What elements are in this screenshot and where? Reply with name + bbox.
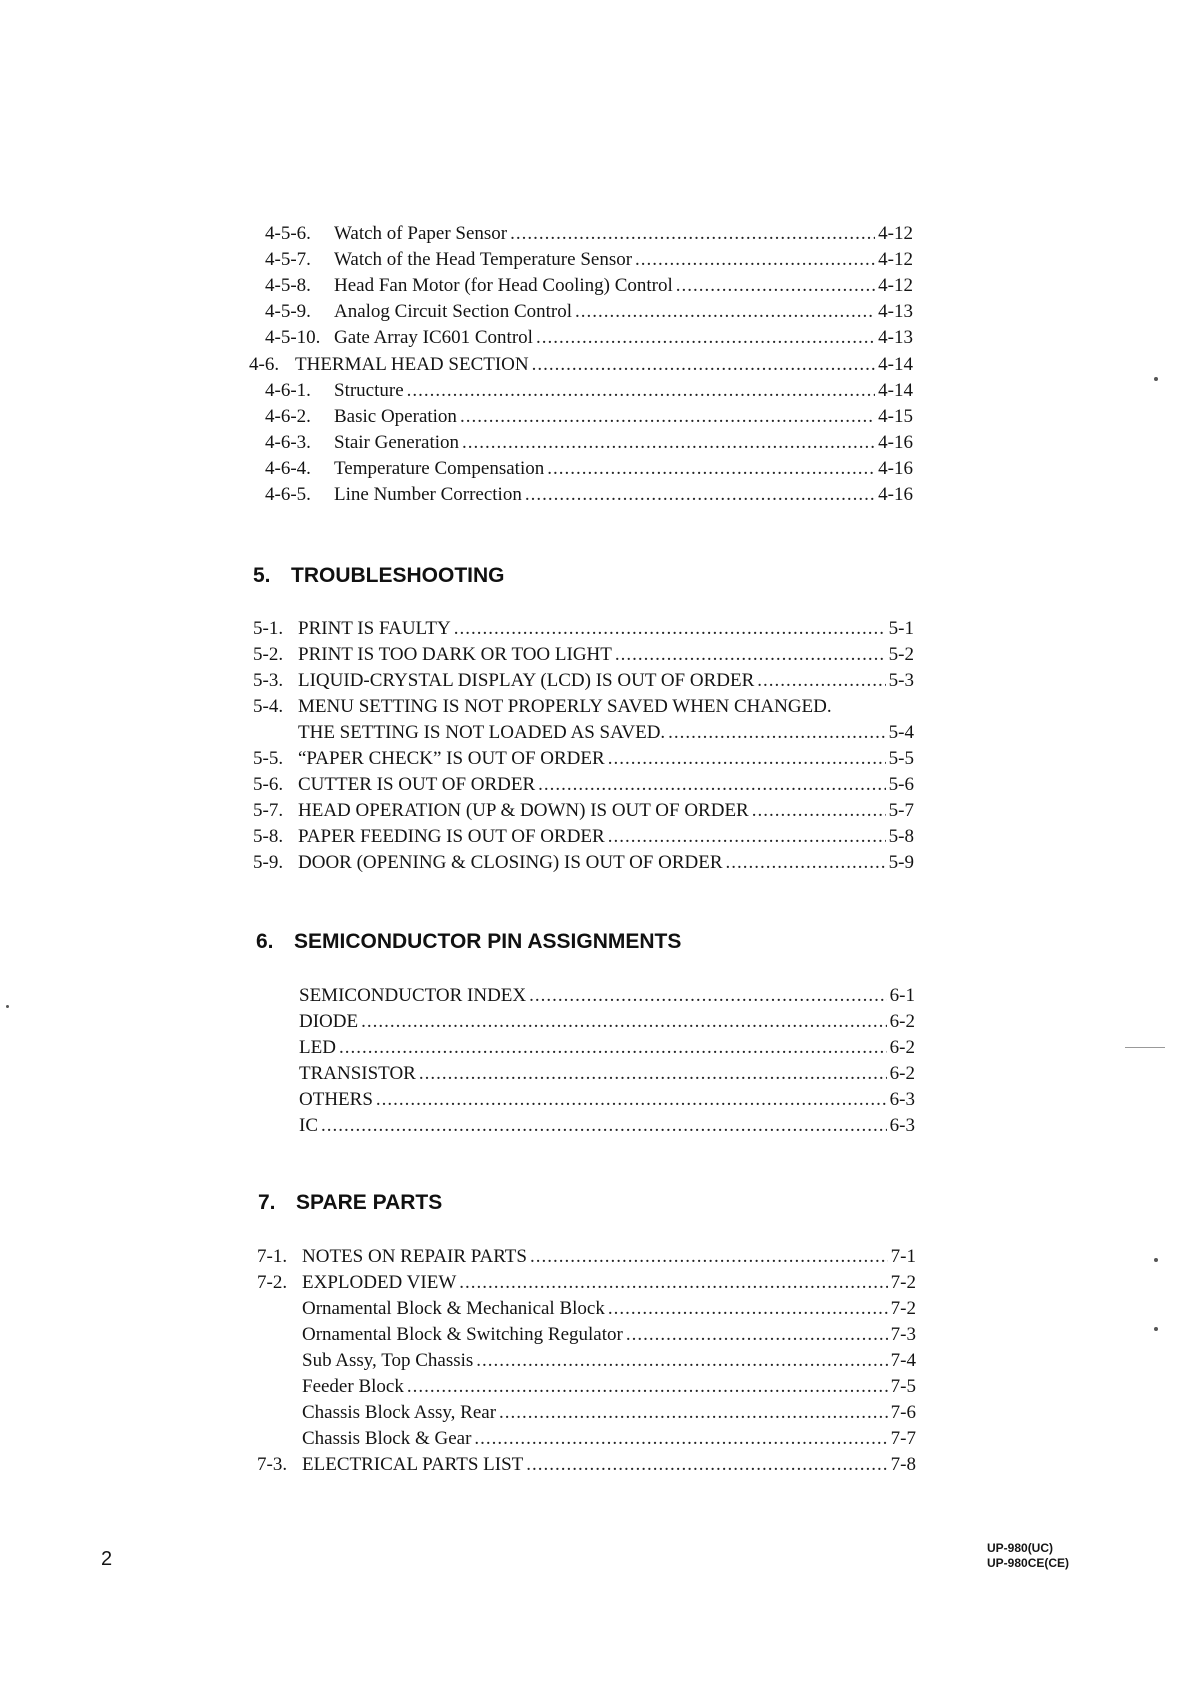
entry-title: Watch of the Head Temperature Sensor bbox=[334, 249, 633, 270]
entry-title: Structure bbox=[334, 380, 404, 401]
toc-entry bbox=[265, 379, 913, 403]
entry-title: Basic Operation bbox=[334, 406, 457, 427]
entry-page: 5-2 bbox=[888, 644, 914, 665]
toc-entry bbox=[253, 799, 914, 823]
toc-entry bbox=[257, 1271, 916, 1295]
entry-page: 4-16 bbox=[878, 484, 913, 505]
scan-speck bbox=[1154, 1258, 1158, 1262]
entry-page: 6-2 bbox=[889, 1037, 915, 1058]
entry-title: Analog Circuit Section Control bbox=[334, 301, 573, 322]
entry-number: 4-5-6. bbox=[265, 223, 311, 244]
entry-number: 5-1. bbox=[253, 618, 284, 639]
entry-title: PRINT IS FAULTY bbox=[298, 618, 451, 639]
entry-number: 7-3. bbox=[257, 1454, 288, 1475]
entry-title: LIQUID-CRYSTAL DISPLAY (LCD) IS OUT OF ORDER bbox=[298, 670, 755, 691]
toc-entry bbox=[299, 1088, 915, 1112]
entry-title: IC bbox=[299, 1115, 318, 1136]
entry-title: Line Number Correction bbox=[334, 484, 522, 505]
entry-page: 7-5 bbox=[890, 1376, 916, 1397]
toc-entry bbox=[302, 1375, 916, 1399]
toc-entry bbox=[253, 851, 914, 875]
entry-page: 5-1 bbox=[888, 618, 914, 639]
entry-page: 7-2 bbox=[890, 1272, 916, 1293]
entry-page: 5-9 bbox=[888, 852, 914, 873]
entry-number: 5-2. bbox=[253, 644, 284, 665]
toc-entry bbox=[253, 617, 914, 641]
entry-title: PRINT IS TOO DARK OR TOO LIGHT bbox=[298, 644, 612, 665]
entry-number: 5-9. bbox=[253, 852, 284, 873]
entry-number: 4-5-7. bbox=[265, 249, 311, 270]
entry-number: 7-1. bbox=[257, 1246, 288, 1267]
entry-number: 4-6-1. bbox=[265, 380, 311, 401]
toc-entry bbox=[265, 248, 913, 272]
toc-entry bbox=[265, 274, 913, 298]
entry-page: 4-14 bbox=[878, 380, 913, 401]
entry-page: 4-16 bbox=[878, 458, 913, 479]
section-number: 5. bbox=[253, 564, 271, 587]
entry-page: 4-16 bbox=[878, 432, 913, 453]
toc-entry bbox=[257, 1245, 916, 1269]
entry-page: 6-2 bbox=[889, 1063, 915, 1084]
toc-entry bbox=[302, 1323, 916, 1347]
scan-speck bbox=[1154, 377, 1158, 381]
entry-title: Temperature Compensation bbox=[334, 458, 545, 479]
entry-title: CUTTER IS OUT OF ORDER bbox=[298, 774, 536, 795]
entry-title: Head Fan Motor (for Head Cooling) Control bbox=[334, 275, 673, 296]
entry-title: OTHERS bbox=[299, 1089, 373, 1110]
section-heading bbox=[256, 929, 681, 955]
entry-number: 5-8. bbox=[253, 826, 284, 847]
entry-page: 4-12 bbox=[878, 223, 913, 244]
scan-speck bbox=[6, 1005, 9, 1008]
entry-title: THE SETTING IS NOT LOADED AS SAVED. bbox=[298, 722, 666, 743]
toc-entry bbox=[302, 1427, 916, 1451]
entry-title: TRANSISTOR bbox=[299, 1063, 416, 1084]
toc-entry bbox=[249, 353, 913, 377]
entry-title: NOTES ON REPAIR PARTS bbox=[302, 1246, 527, 1267]
entry-title: LED bbox=[299, 1037, 336, 1058]
entry-page: 6-3 bbox=[889, 1115, 915, 1136]
toc-entry bbox=[253, 825, 914, 849]
entry-number: 4-5-10. bbox=[265, 327, 321, 348]
toc-entry bbox=[302, 1401, 916, 1425]
section-number: 6. bbox=[256, 930, 274, 953]
entry-title: DIODE bbox=[299, 1011, 359, 1032]
entry-title: Feeder Block bbox=[302, 1376, 404, 1397]
toc-entry bbox=[299, 984, 915, 1008]
entry-page: 4-12 bbox=[878, 275, 913, 296]
model-line-1: UP-980(UC) bbox=[987, 1541, 1054, 1555]
entry-title: SEMICONDUCTOR INDEX bbox=[299, 985, 527, 1006]
toc-entry bbox=[265, 222, 913, 246]
toc-entry bbox=[253, 669, 914, 693]
entry-page: 4-13 bbox=[878, 327, 913, 348]
entry-title: Gate Array IC601 Control bbox=[334, 327, 533, 348]
entry-number: 4-6-3. bbox=[265, 432, 311, 453]
page-number: 2 bbox=[101, 1548, 113, 1570]
entry-number: 4-6-5. bbox=[265, 484, 311, 505]
entry-number: 5-3. bbox=[253, 670, 284, 691]
entry-page: 4-13 bbox=[878, 301, 913, 322]
toc-entry bbox=[253, 747, 914, 771]
entry-page: 5-8 bbox=[888, 826, 914, 847]
toc-entry bbox=[302, 1349, 916, 1373]
model-line-2: UP-980CE(CE) bbox=[987, 1556, 1070, 1570]
entry-title: Stair Generation bbox=[334, 432, 460, 453]
entry-page: 5-7 bbox=[888, 800, 914, 821]
entry-page: 5-4 bbox=[888, 722, 914, 743]
entry-page: 5-3 bbox=[888, 670, 914, 691]
entry-page: 7-7 bbox=[890, 1428, 916, 1449]
scan-speck bbox=[1154, 1327, 1158, 1331]
toc-entry bbox=[302, 1297, 916, 1321]
toc-entry bbox=[299, 1036, 915, 1060]
section-title: SPARE PARTS bbox=[296, 1191, 443, 1214]
toc-entry bbox=[265, 483, 913, 507]
entry-page: 7-6 bbox=[890, 1402, 916, 1423]
entry-page: 6-2 bbox=[889, 1011, 915, 1032]
entry-number: 4-6. bbox=[249, 354, 280, 375]
entry-page: 6-1 bbox=[889, 985, 915, 1006]
section-title: SEMICONDUCTOR PIN ASSIGNMENTS bbox=[294, 930, 682, 953]
toc-entry bbox=[299, 1010, 915, 1034]
scan-speck bbox=[1125, 1047, 1165, 1048]
toc-entry bbox=[299, 1062, 915, 1086]
entry-title: Ornamental Block & Mechanical Block bbox=[302, 1298, 605, 1319]
toc-entry bbox=[257, 1453, 916, 1477]
entry-page: 4-12 bbox=[878, 249, 913, 270]
entry-page: 5-5 bbox=[888, 748, 914, 769]
entry-number: 7-2. bbox=[257, 1272, 288, 1293]
entry-title: MENU SETTING IS NOT PROPERLY SAVED WHEN CHANGED. bbox=[298, 696, 832, 717]
entry-title: Ornamental Block & Switching Regulator bbox=[302, 1324, 623, 1345]
toc-entry bbox=[299, 1114, 915, 1138]
toc-entry bbox=[253, 773, 914, 797]
model-number bbox=[987, 1541, 1069, 1571]
entry-number: 4-5-8. bbox=[265, 275, 311, 296]
entry-title: ELECTRICAL PARTS LIST bbox=[302, 1454, 524, 1475]
section-title: TROUBLESHOOTING bbox=[291, 564, 505, 587]
toc-entry bbox=[265, 300, 913, 324]
entry-title: THERMAL HEAD SECTION bbox=[295, 354, 529, 375]
entry-number: 4-5-9. bbox=[265, 301, 311, 322]
entry-title: Watch of Paper Sensor bbox=[334, 223, 508, 244]
entry-number: 5-6. bbox=[253, 774, 284, 795]
entry-page: 4-15 bbox=[878, 406, 913, 427]
entry-page: 7-3 bbox=[890, 1324, 916, 1345]
section-number: 7. bbox=[258, 1191, 276, 1214]
entry-number: 4-6-2. bbox=[265, 406, 311, 427]
section-heading bbox=[258, 1190, 442, 1216]
toc-entry bbox=[265, 457, 913, 481]
section-heading bbox=[253, 563, 505, 589]
toc-entry bbox=[253, 643, 914, 667]
entry-page: 7-1 bbox=[890, 1246, 916, 1267]
entry-number: 5-7. bbox=[253, 800, 284, 821]
toc-entry bbox=[265, 326, 913, 350]
entry-title: EXPLODED VIEW bbox=[302, 1272, 457, 1293]
entry-title: Chassis Block Assy, Rear bbox=[302, 1402, 497, 1423]
entry-title: DOOR (OPENING & CLOSING) IS OUT OF ORDER bbox=[298, 852, 723, 873]
entry-number: 5-5. bbox=[253, 748, 284, 769]
entry-page: 7-2 bbox=[890, 1298, 916, 1319]
entry-title: HEAD OPERATION (UP & DOWN) IS OUT OF ORDER bbox=[298, 800, 749, 821]
entry-page: 7-8 bbox=[890, 1454, 916, 1475]
entry-page: 7-4 bbox=[890, 1350, 916, 1371]
entry-number: 5-4. bbox=[253, 696, 284, 717]
entry-page: 5-6 bbox=[888, 774, 914, 795]
entry-title: Sub Assy, Top Chassis bbox=[302, 1350, 474, 1371]
toc-entry bbox=[253, 695, 914, 719]
toc-entry-continuation bbox=[298, 721, 914, 745]
entry-page: 6-3 bbox=[889, 1089, 915, 1110]
entry-title: PAPER FEEDING IS OUT OF ORDER bbox=[298, 826, 605, 847]
toc-entry bbox=[265, 431, 913, 455]
entry-title: Chassis Block & Gear bbox=[302, 1428, 472, 1449]
entry-page: 4-14 bbox=[878, 354, 913, 375]
toc-entry bbox=[265, 405, 913, 429]
entry-number: 4-6-4. bbox=[265, 458, 311, 479]
entry-title: “PAPER CHECK” IS OUT OF ORDER bbox=[298, 748, 605, 769]
